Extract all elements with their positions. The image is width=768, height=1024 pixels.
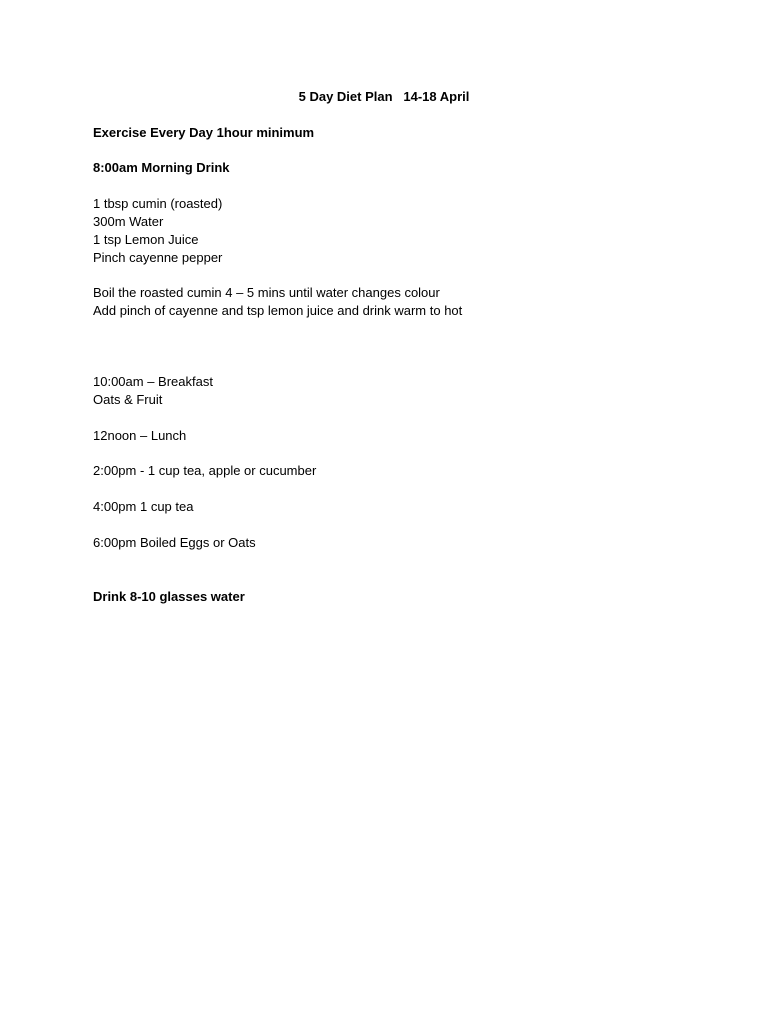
ingredient-line: 1 tbsp cumin (roasted) — [93, 196, 223, 211]
exercise-line: Exercise Every Day 1hour minimum — [93, 125, 315, 140]
ingredient-line: 300m Water — [93, 214, 164, 229]
breakfast-time: 10:00am – Breakfast — [93, 374, 213, 389]
afternoon-line: 2:00pm - 1 cup tea, apple or cucumber — [93, 463, 317, 478]
dinner-line: 6:00pm Boiled Eggs or Oats — [93, 535, 256, 550]
instruction-line: Add pinch of cayenne and tsp lemon juice and drink warm to hot — [93, 303, 463, 318]
lunch-line: 12noon – Lunch — [93, 428, 187, 443]
instruction-line: Boil the roasted cumin 4 – 5 mins until water changes colour — [93, 285, 440, 300]
water-line: Drink 8-10 glasses water — [93, 589, 245, 604]
ingredient-line: 1 tsp Lemon Juice — [93, 232, 199, 247]
morning-drink-heading: 8:00am Morning Drink — [93, 160, 230, 175]
breakfast-food: Oats & Fruit — [93, 392, 163, 407]
tea-line: 4:00pm 1 cup tea — [93, 499, 194, 514]
ingredient-line: Pinch cayenne pepper — [93, 250, 223, 265]
document-title: 5 Day Diet Plan 14-18 April — [298, 89, 470, 104]
